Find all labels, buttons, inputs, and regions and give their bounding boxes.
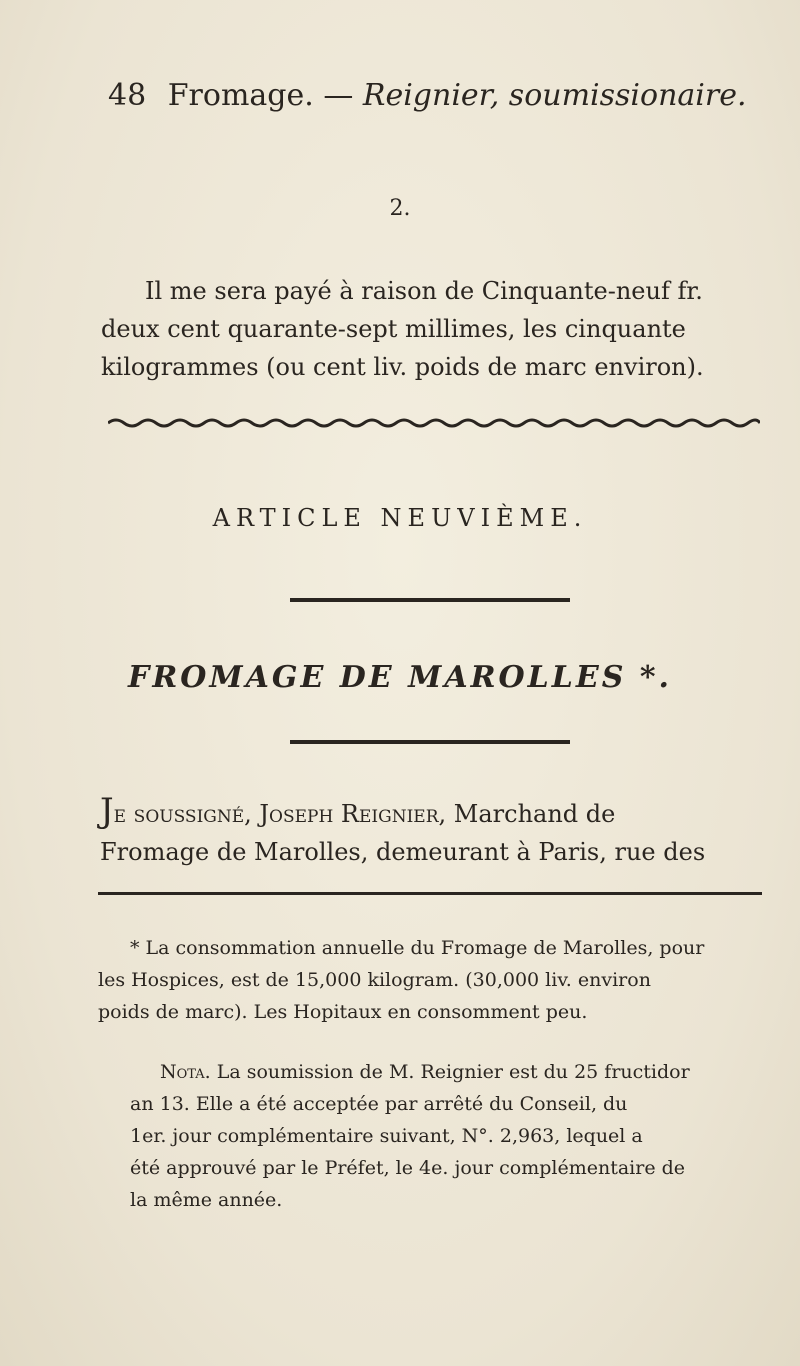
footnote-marker: * [130, 937, 140, 959]
paragraph-declaration [0, 792, 800, 871]
header-title: Fromage. — [167, 78, 354, 113]
nota-label: Nota. [160, 1061, 211, 1083]
nota-line: la même année. [130, 1189, 283, 1211]
nota-line: été approuvé par le Préfet, le 4e. jour complémentaire de [130, 1157, 686, 1179]
paragraph-text: Marchand de [446, 800, 616, 828]
header-title-italic: Reignier, soumissionaire. [362, 78, 747, 113]
paragraph-line: Fromage de Marolles, demeurant à Paris, rue des [100, 838, 706, 866]
nota-text: La soumission de M. Reignier est du 25 fructidor [210, 1061, 690, 1083]
footnote-line: les Hospices, est de 15,000 kilogram. (30,000 liv. environ [98, 969, 651, 991]
article-heading: ARTICLE NEUVIÈME. [212, 504, 588, 532]
nota-line: an 13. Elle a été acceptée par arrêté du Conseil, du [130, 1093, 628, 1115]
paragraph-line [100, 792, 800, 833]
footnote-text: La consommation annuelle du Fromage de Marolles, pour [145, 937, 705, 959]
divider-rule [290, 598, 570, 602]
divider-rule [290, 740, 570, 744]
footnote [0, 932, 800, 1028]
paragraph-line: deux cent quarante-sept millimes, les cinquante [101, 315, 686, 343]
nota-note [0, 1056, 800, 1216]
item-number: 2. [389, 196, 411, 221]
footnote-rule [98, 892, 762, 895]
paragraph-payment [0, 272, 800, 386]
paragraph-line: kilogrammes (ou cent liv. poids de marc environ). [101, 353, 704, 381]
nota-line [160, 1056, 800, 1088]
section-title: FROMAGE DE MAROLLES *. [128, 660, 672, 695]
nota-line: 1er. jour complémentaire suivant, N°. 2,963, lequel a [130, 1125, 643, 1147]
running-header [108, 78, 747, 113]
page-number: 48 [108, 78, 147, 113]
paragraph-line: Il me sera payé à raison de Cinquante-neuf fr. [145, 277, 703, 305]
footnote-line: poids de marc). Les Hopitaux en consomment peu. [98, 1001, 588, 1023]
ornamental-divider [108, 416, 760, 430]
small-caps-text: e soussigné, Joseph Reignier, [113, 800, 447, 828]
footnote-line [130, 932, 800, 964]
drop-cap: J [100, 791, 114, 831]
